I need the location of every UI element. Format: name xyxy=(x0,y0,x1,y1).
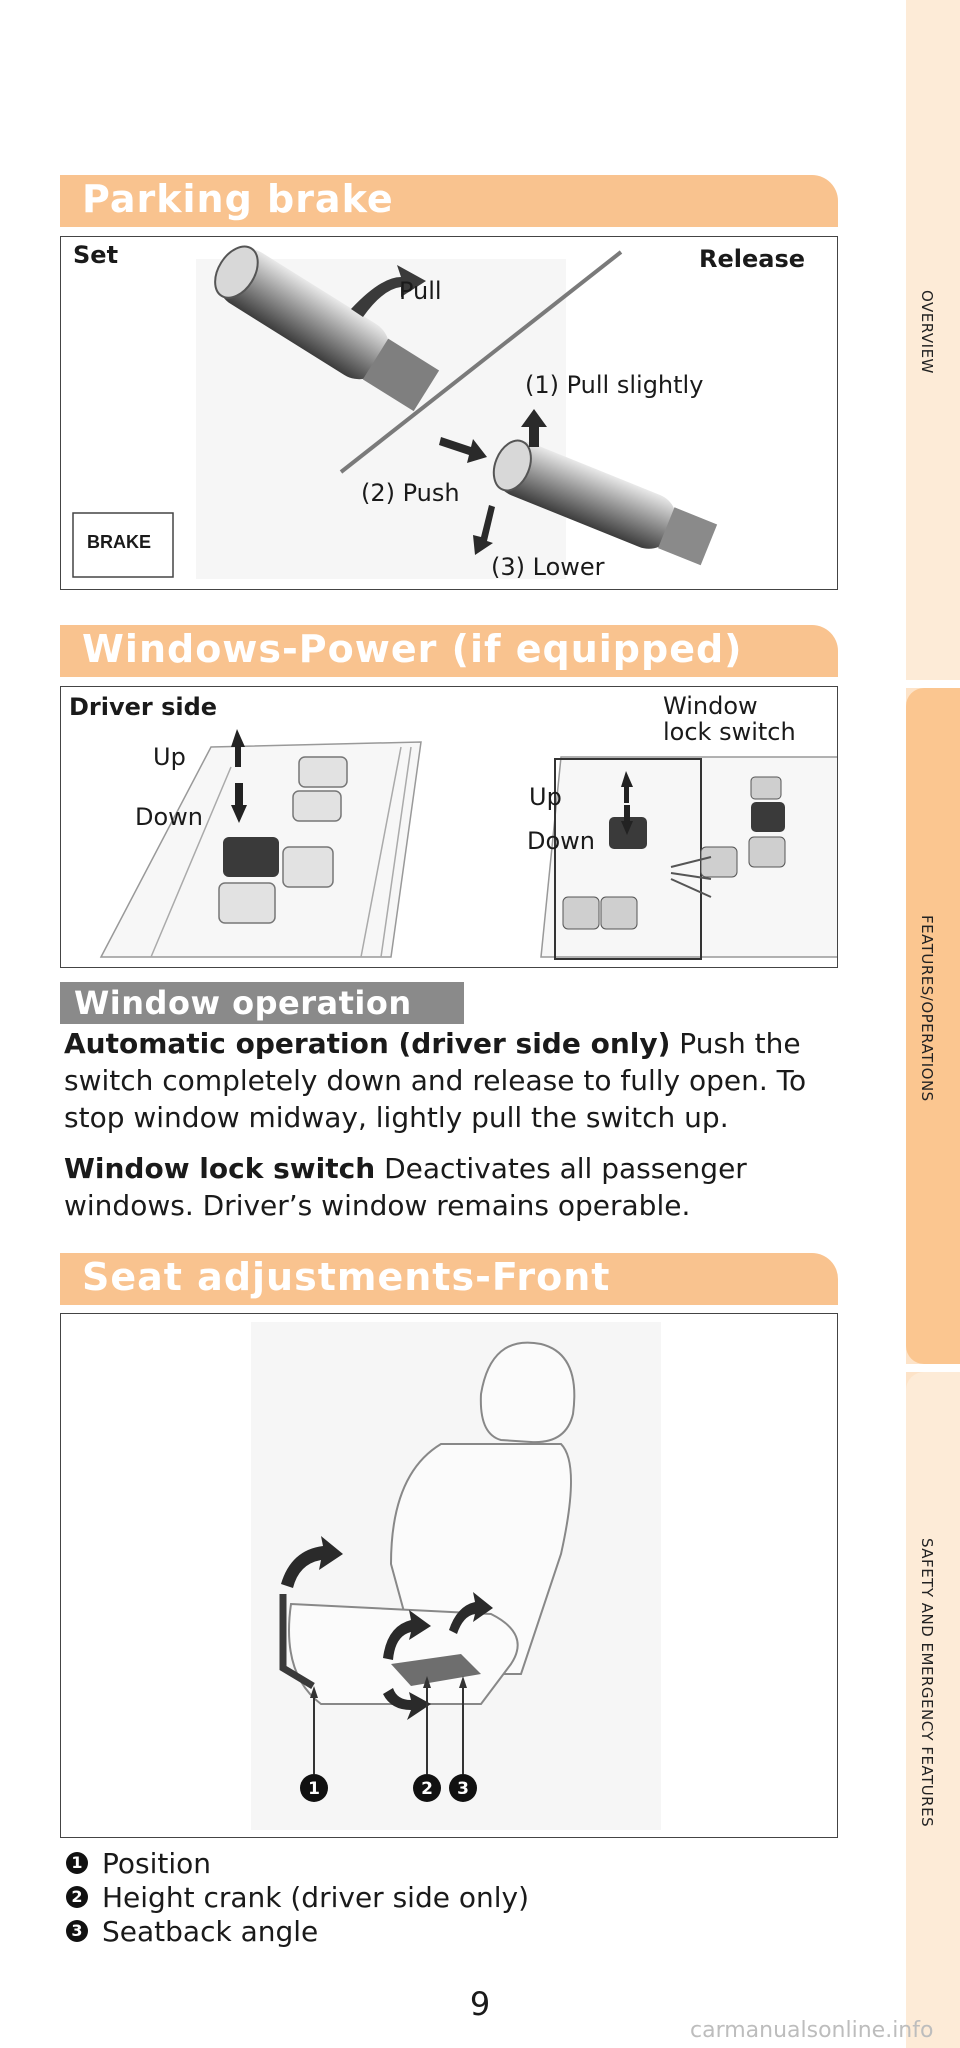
legend-number: 2 xyxy=(66,1886,88,1908)
label-set: Set xyxy=(73,241,119,269)
legend-text: Position xyxy=(102,1846,212,1880)
legend-number: 3 xyxy=(66,1920,88,1942)
seat-figure xyxy=(60,1313,838,1838)
lock-switch-panel xyxy=(541,757,837,959)
para-bold: Automatic operation (driver side only) xyxy=(64,1027,671,1060)
tab-divider xyxy=(906,1364,960,1372)
windows-figure xyxy=(60,686,838,968)
label-up-lock: Up xyxy=(529,783,562,811)
tab-divider xyxy=(906,680,960,688)
section-banner-seat xyxy=(60,1253,838,1305)
callout-3-label: 3 xyxy=(457,1779,469,1799)
driver-switch-panel xyxy=(101,729,421,957)
para-text: Deactivates all passenger windows. Driver’s window remains operable. xyxy=(64,1152,747,1222)
paragraph-automatic-operation xyxy=(64,1025,824,1136)
page-number: 9 xyxy=(469,1985,491,2023)
legend-item xyxy=(66,1846,211,1880)
callout-1-label: 1 xyxy=(308,1779,320,1799)
paragraph-window-lock xyxy=(64,1150,824,1224)
subsection-title: Window operation xyxy=(74,984,412,1022)
watermark: carmanualsonline.info xyxy=(690,2018,934,2043)
label-pull-slightly: (1) Pull slightly xyxy=(525,371,704,399)
label-window-lock-line2: lock switch xyxy=(663,718,796,746)
label-down-lock: Down xyxy=(527,827,596,855)
tab-label-overview: OVERVIEW xyxy=(918,290,936,374)
label-down-driver: Down xyxy=(135,803,204,831)
label-release: Release xyxy=(699,245,806,273)
label-up-driver: Up xyxy=(153,743,186,771)
legend-text: Seatback angle xyxy=(102,1914,319,1948)
tab-label-features: FEATURES/OPERATIONS xyxy=(918,915,936,1102)
label-window-lock-line1: Window xyxy=(663,692,758,720)
section-title: Parking brake xyxy=(82,177,394,221)
subsection-window-operation xyxy=(60,982,464,1024)
label-lower: (3) Lower xyxy=(491,553,605,581)
headrest xyxy=(481,1343,574,1443)
section-title: Seat adjustments-Front xyxy=(82,1255,611,1299)
section-banner-parking-brake xyxy=(60,175,838,227)
tab-label-safety: SAFETY AND EMERGENCY FEATURES xyxy=(918,1538,936,1828)
section-title: Windows-Power (if equipped) xyxy=(82,627,743,671)
section-banner-windows xyxy=(60,625,838,677)
label-driver-side: Driver side xyxy=(69,693,218,721)
label-push: (2) Push xyxy=(361,479,460,507)
seat-illustration xyxy=(61,1314,837,1837)
legend-item xyxy=(66,1914,318,1948)
legend-text: Height crank (driver side only) xyxy=(102,1880,529,1914)
legend-item xyxy=(66,1880,529,1914)
callout-2-label: 2 xyxy=(421,1779,433,1799)
brake-lamp-label: BRAKE xyxy=(87,532,152,552)
parking-brake-illustration xyxy=(61,237,837,589)
legend-number: 1 xyxy=(66,1852,88,1874)
seat-cushion xyxy=(289,1604,518,1704)
para-text: Push the switch completely down and release to fully open. To stop window midway, lightly pull the switch up. xyxy=(64,1027,807,1134)
para-bold: Window lock switch xyxy=(64,1152,376,1185)
parking-brake-figure xyxy=(60,236,838,590)
label-pull: Pull xyxy=(399,277,442,305)
label-window-lock-switch xyxy=(663,693,796,745)
